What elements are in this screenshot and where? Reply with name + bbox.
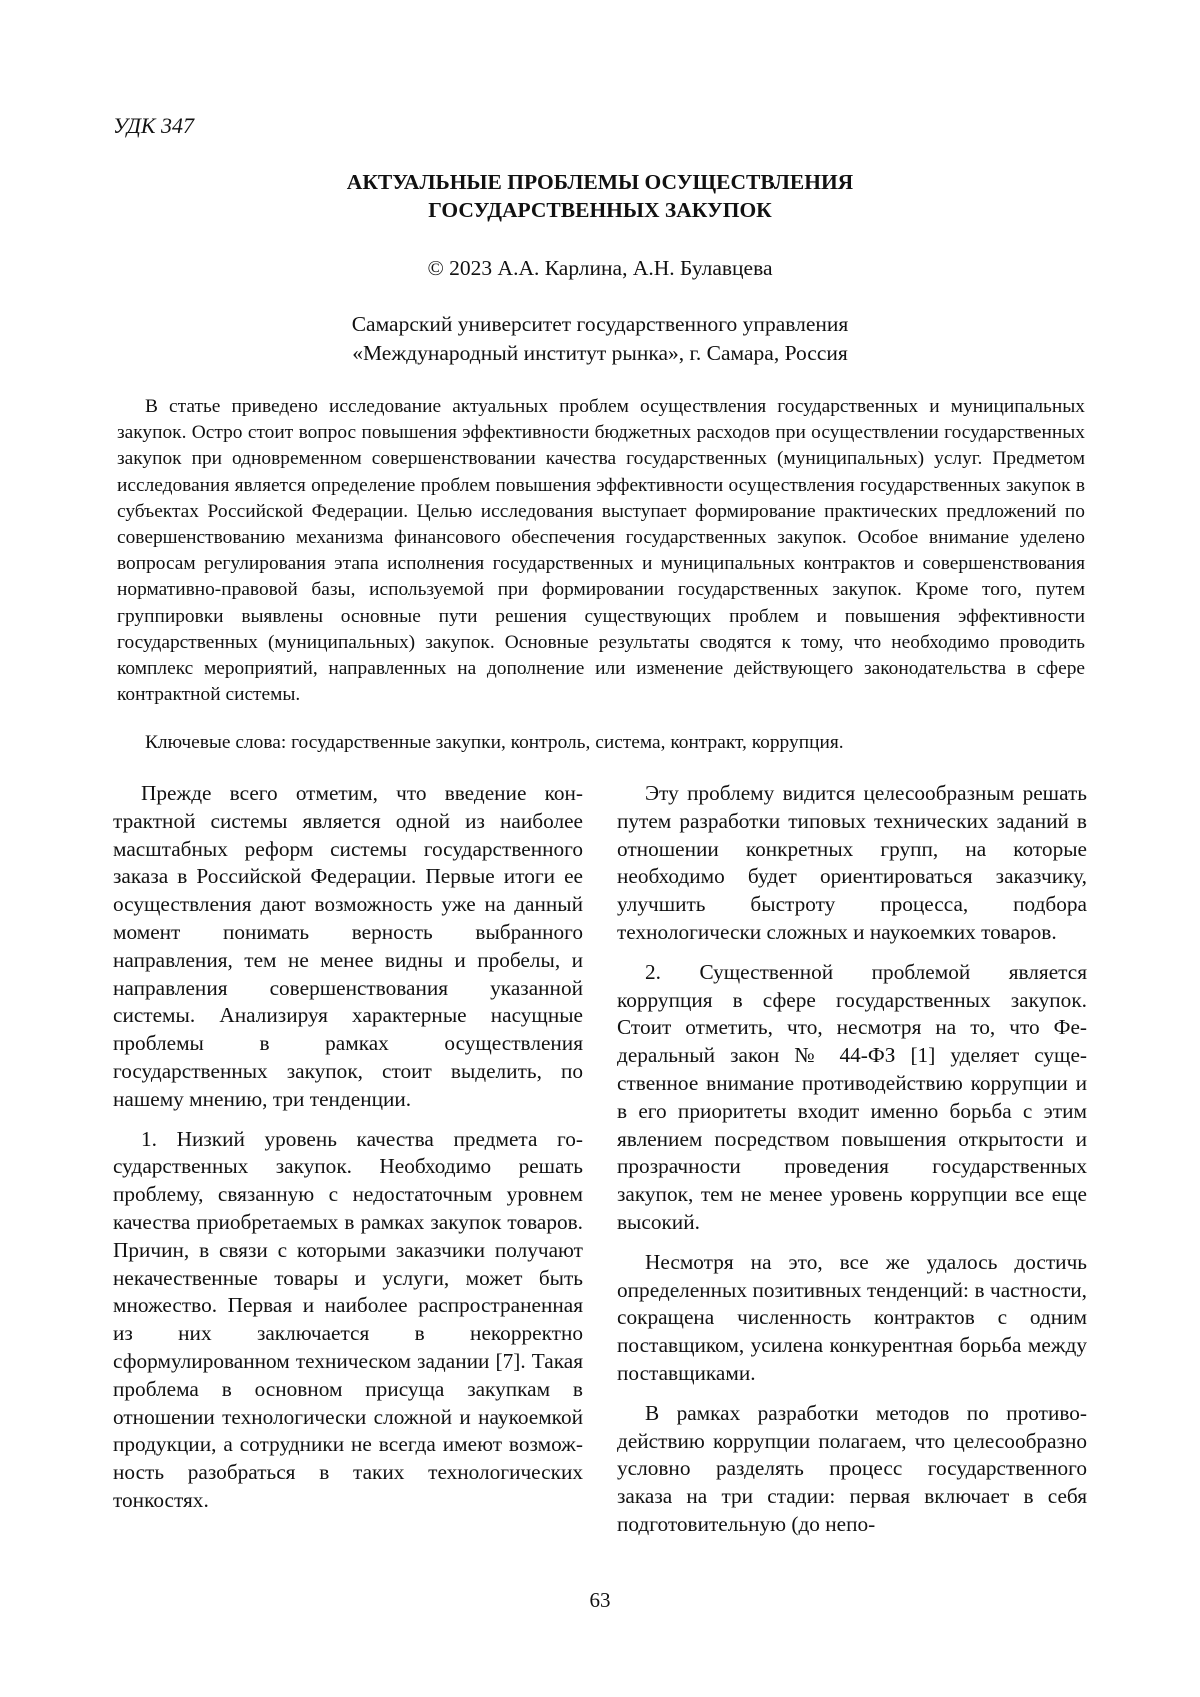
paragraph: Несмотря на это, все же удалось достичь определенных позитивных тенденций: в частности, сокращена численность контрактов с одним поставщиком, усилена конкурентная борьба между поставщиками. <box>617 1249 1087 1385</box>
paragraph: Эту проблему видится целесообразным решать путем разработки типовых технических заданий в отношении конкретных групп, на которые необходимо будет ориентироваться заказчику, улучшить быстроту процесса, подбора технологически сложных и наукоемких товаров. <box>617 781 1087 944</box>
udc-code: УДК 347 <box>113 113 195 138</box>
article-title-line-1: АКТУАЛЬНЫЕ ПРОБЛЕМЫ ОСУЩЕСТВЛЕНИЯ <box>346 170 854 194</box>
body-column-left <box>113 780 583 1515</box>
article-title <box>0 168 1200 224</box>
keywords: Ключевые слова: государственные закупки, контроль, система, контракт, коррупция. <box>145 732 844 753</box>
affiliation-line-2: «Международный институт рынка», г. Самара, Россия <box>352 341 848 365</box>
article-title-line-2: ГОСУДАРСТВЕННЫХ ЗАКУПОК <box>428 198 772 222</box>
authors: © 2023 А.А. Карлина, А.Н. Булавцева <box>427 256 773 280</box>
paragraph: Прежде всего отметим, что введение контрактной системы является одной из наиболее масштабных реформ системы государственного заказа в Российской Федерации. Первые итоги ее осуществления дают возможность уже на данный момент понимать верность выбранного направления, тем не менее видны и пробелы, и направления совершенствования указанной системы. Анализируя характерные насущные проблемы в рамках осуществления государственных закупок, стоит выделить, по нашему мнению, три тенденции. <box>113 781 583 1111</box>
affiliation-line-1: Самарский университет государственного управления <box>351 312 849 336</box>
paragraph: 1. Низкий уровень качества предмета государственных закупок. Необходимо решать проблему, связанную с недостаточным уровнем качества приобретаемых в рамках закупок товаров. Причин, в связи с которыми заказчики получают некачественные товары и услуги, может быть множество. Первая и наиболее распространенная из них заключается в некорректно сформулированном техническом задании [7]. Такая проблема в основном присуща закупкам в отношении технологически сложной и наукоемкой продукции, а сотрудники не всегда имеют возможность разобраться в таких технологических тонкостях. <box>113 1126 583 1512</box>
page-number: 63 <box>589 1588 611 1612</box>
paragraph: 2. Существенной проблемой является коррупция в сфере государственных закупок. Стоит отметить, что, несмотря на то, что Федеральный закон № 44-ФЗ [1] уделяет существенное внимание противодействию коррупции и в его приоритеты входит именно борьба с этим явлением посредством повышения открытости и прозрачности проведения государственных закупок, тем не менее уровень коррупции все еще высокий. <box>617 959 1087 1234</box>
paragraph: В рамках разработки методов по противодействию коррупции полагаем, что целесообразно условно разделять процесс государственного заказа на три стадии: первая включает в себя подготовительную (до непо- <box>617 1400 1087 1536</box>
body-column-right <box>617 780 1087 1539</box>
abstract: В статье приведено исследование актуальных проблем осуществления государственных и муниципальных закупок. Остро стоит вопрос повышения эффективности бюджетных расходов при осуществлении государственных закупок при одновременном совершенствовании качества государственных (муниципальных) услуг. Предметом исследования является определение проблем повышения эффективности осуществления государственных закупок в субъектах Российской Федерации. Целью исследования выступает формирование практических предложений по совершенствованию механизма финансового обеспечения государственных закупок. Особое внимание уделено вопросам регулирования этапа исполнения государственных и муниципальных контрактов и совершенствования нормативно-правовой базы, используемой при формировании государственных закупок. Кроме того, путем группировки выявлены основные пути решения существующих проблем и повышения эффективности государственных (муниципальных) закупок. Основные результаты сводятся к тому, что необходимо проводить комплекс мероприятий, направленных на дополнение или изменение действующего законодательства в сфере контрактной системы. <box>117 396 1085 706</box>
affiliation <box>0 310 1200 368</box>
